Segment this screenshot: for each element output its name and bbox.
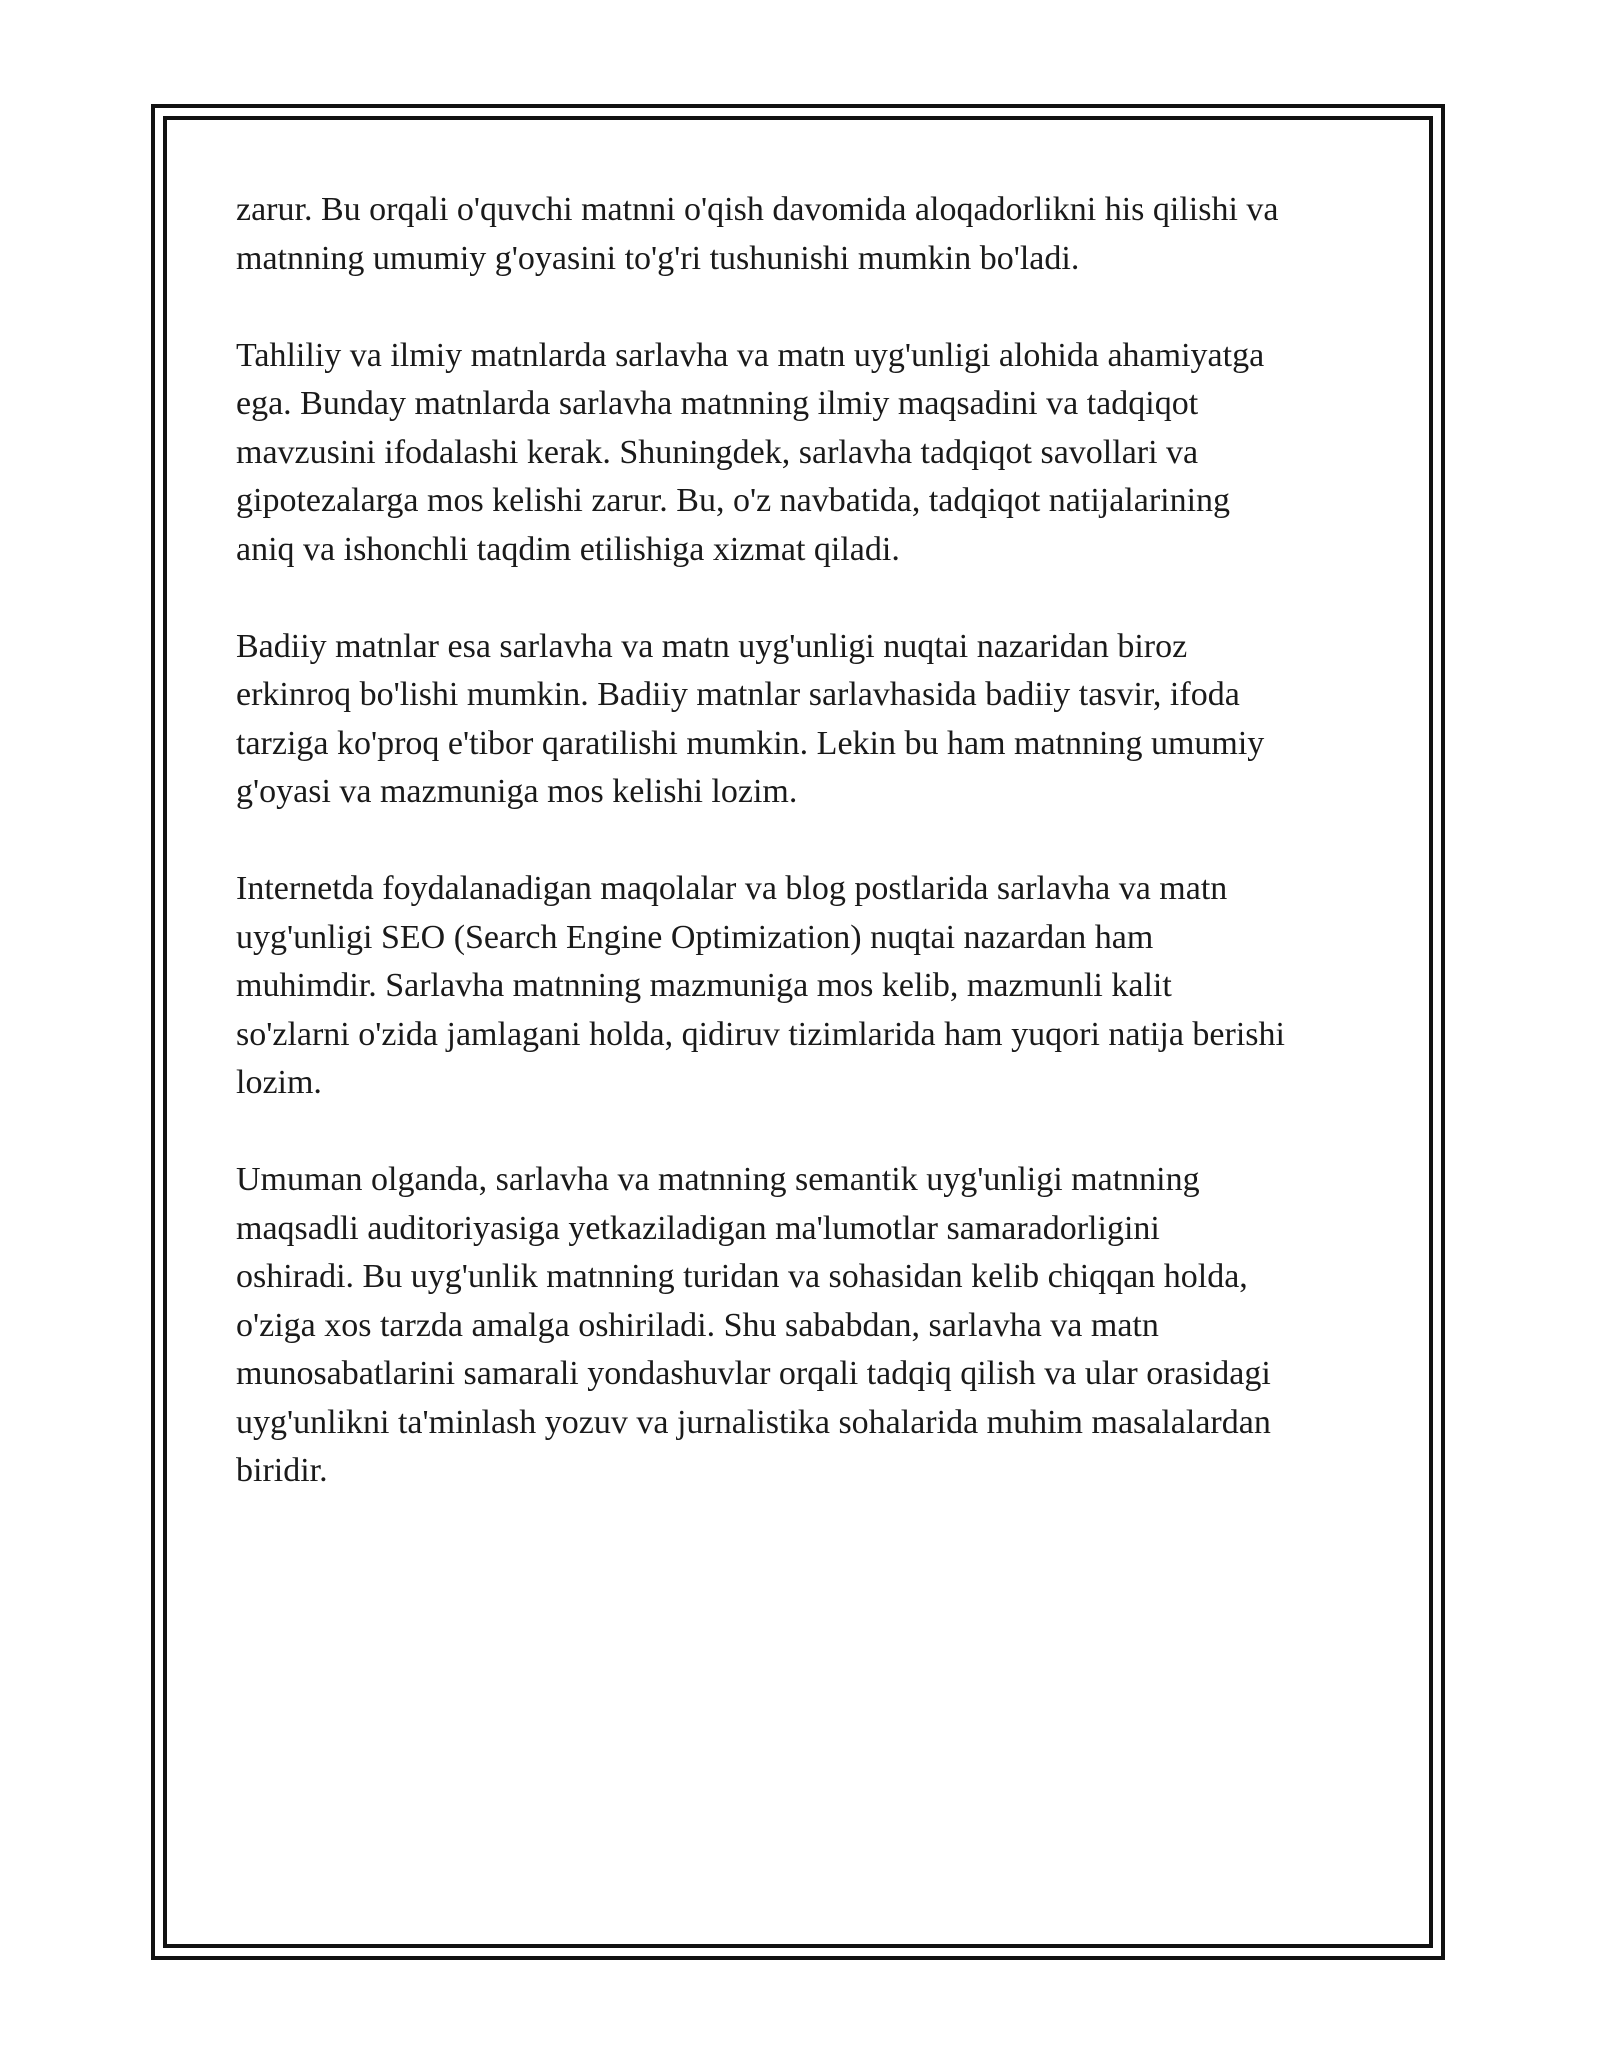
paragraph-4: Internetda foydalanadigan maqolalar va blog postlarida sarlavha va matn uyg'unligi SEO (Search Engine Optimization) nuqtai nazardan ham muhimdir. Sarlavha matnning mazmuniga mos kelib, mazmunli kalit so'zlarni o'zida jamlagani holda, qidiruv tizimlarida ham yuqori natija berishi lozim.: [236, 870, 1285, 1101]
document-body: [236, 186, 1376, 1544]
paragraph-3: Badiiy matnlar esa sarlavha va matn uyg'unligi nuqtai nazaridan biroz erkinroq bo'lishi mumkin. Badiiy matnlar sarlavhasida badiiy tasvir, ifoda tarziga ko'proq e'tibor qaratilishi mumkin. Lekin bu ham matnning umumiy g'oyasi va mazmuniga mos kelishi lozim.: [236, 627, 1265, 810]
paragraph-1: zarur. Bu orqali o'quvchi matnni o'qish davomida aloqadorlikni his qilishi va matnning umumiy g'oyasini to'g'ri tushunishi mumkin bo'ladi.: [236, 191, 1279, 277]
paragraph-5: Umuman olganda, sarlavha va matnning semantik uyg'unligi matnning maqsadli auditoriyasiga yetkaziladigan ma'lumotlar samaradorligini oshiradi. Bu uyg'unlik matnning turidan va sohasidan kelib chiqqan holda, o'ziga xos tarzda amalga oshiriladi. Shu sababdan, sarlavha va matn munosabatlarini samarali yondashuvlar orqali tadqiq qilish va ular orasidagi uyg'unlikni ta'minlash yozuv va jurnalistika sohalarida muhim masalalardan biridir.: [236, 1161, 1271, 1489]
paragraph-2: Tahliliy va ilmiy matnlarda sarlavha va matn uyg'unligi alohida ahamiyatga ega. Bunday matnlarda sarlavha matnning ilmiy maqsadini va tadqiqot mavzusini ifodalashi kerak. Shuningdek, sarlavha tadqiqot savollari va gipotezalarga mos kelishi zarur. Bu, o'z navbatida, tadqiqot natijalarining aniq va ishonchli taqdim etilishiga xizmat qiladi.: [236, 336, 1265, 568]
